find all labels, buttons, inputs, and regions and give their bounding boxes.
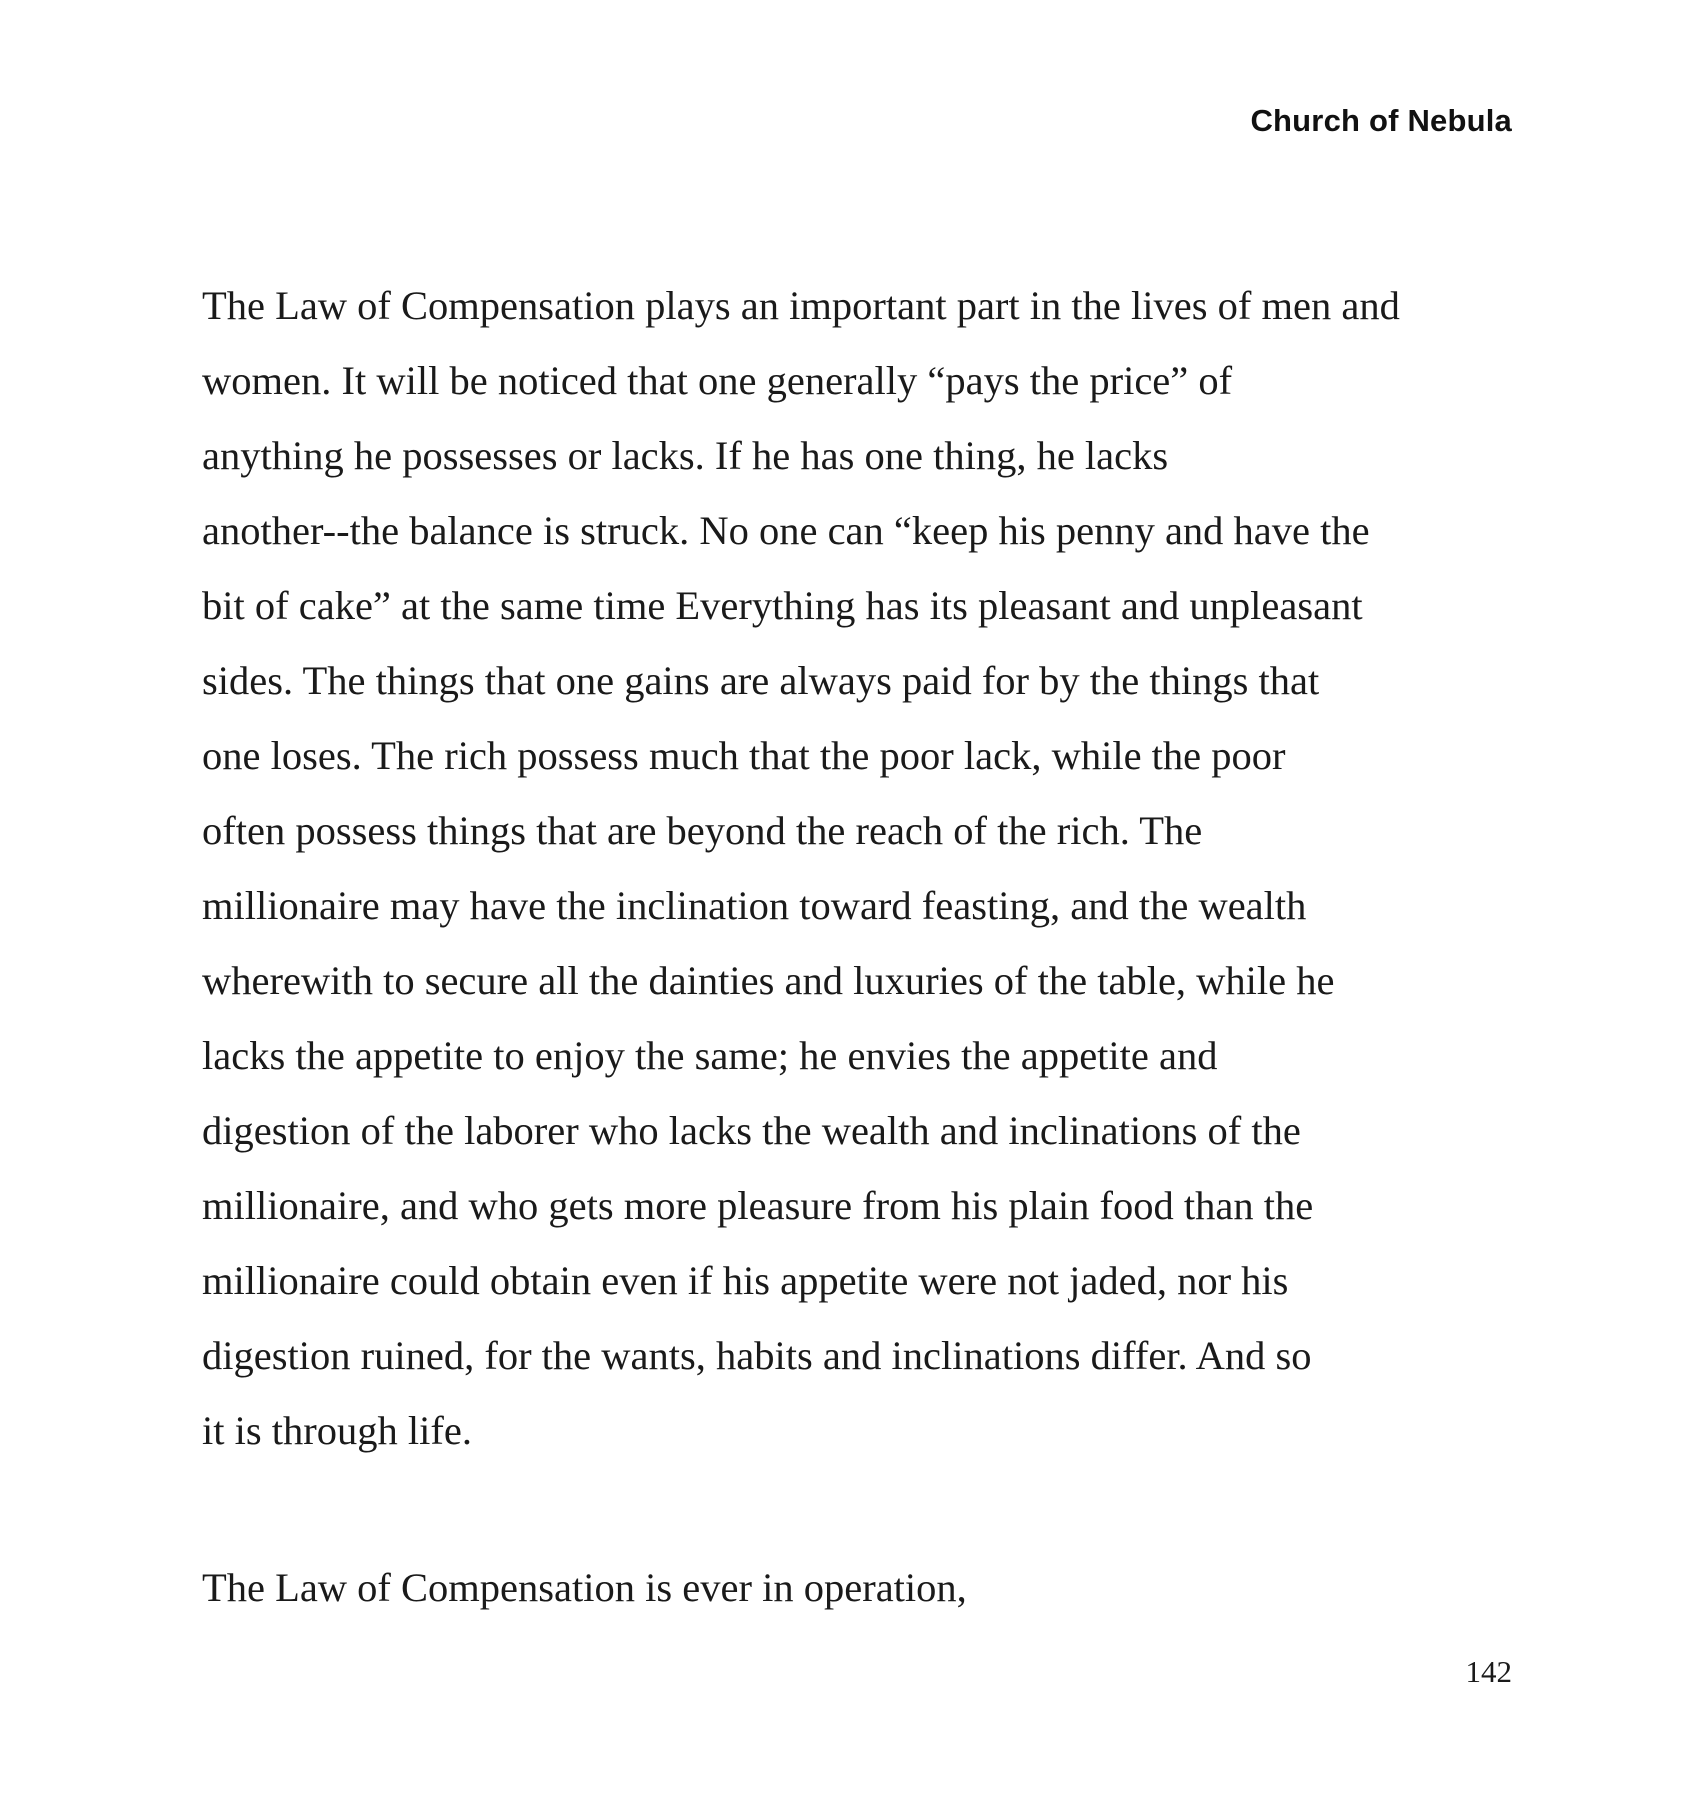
body-text [202,268,1532,1625]
text-line: wherewith to secure all the dainties and luxuries of the table, while he [202,958,1335,1003]
running-header: Church of Nebula [1250,103,1512,138]
text-line: millionaire may have the inclination toward feasting, and the wealth [202,883,1307,928]
text-line: millionaire could obtain even if his appetite were not jaded, nor his [202,1258,1289,1303]
text-line: The Law of Compensation is ever in operation, [202,1565,967,1610]
text-line: anything he possesses or lacks. If he has one thing, he lacks [202,433,1169,478]
text-line: bit of cake” at the same time Everything has its pleasant and unpleasant [202,583,1363,628]
text-line: The Law of Compensation plays an important part in the lives of men and [202,283,1400,328]
text-line: digestion ruined, for the wants, habits and inclinations differ. And so [202,1333,1312,1378]
paragraph-2 [202,1550,1532,1625]
text-line: one loses. The rich possess much that the poor lack, while the poor [202,733,1286,778]
paragraph-gap [202,1468,1532,1550]
text-line: women. It will be noticed that one generally “pays the price” of [202,358,1233,403]
text-line: another--the balance is struck. No one can “keep his penny and have the [202,508,1370,553]
text-line: sides. The things that one gains are always paid for by the things that [202,658,1320,703]
text-line: lacks the appetite to enjoy the same; he envies the appetite and [202,1033,1218,1078]
paragraph-1 [202,268,1532,1468]
page-number: 142 [1465,1654,1512,1689]
text-line: often possess things that are beyond the reach of the rich. The [202,808,1203,853]
text-line: it is through life. [202,1408,472,1453]
text-line: millionaire, and who gets more pleasure from his plain food than the [202,1183,1314,1228]
text-line: digestion of the laborer who lacks the wealth and inclinations of the [202,1108,1301,1153]
